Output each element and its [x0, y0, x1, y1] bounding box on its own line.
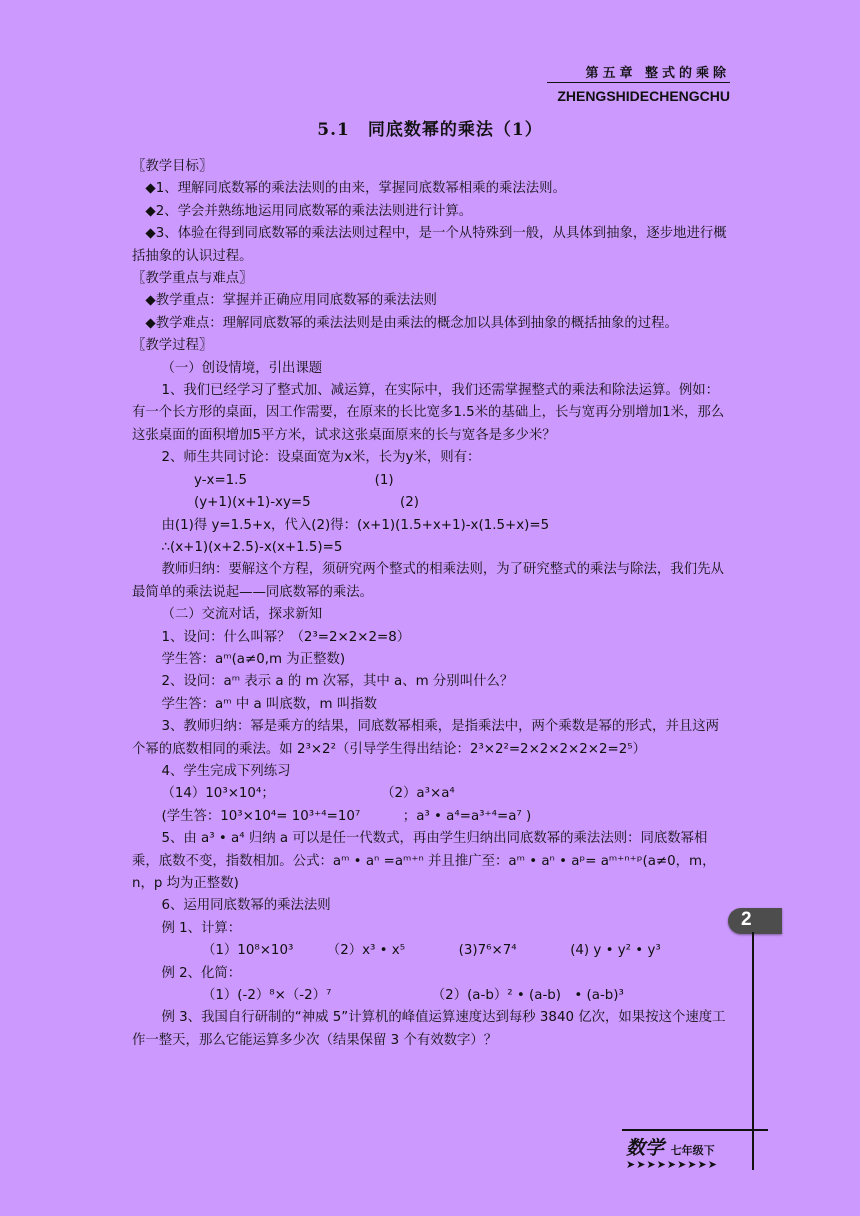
example-line: （1）(-2）⁸×（-2）⁷ （2）(a-b）² • (a-b) • (a-b)³ — [202, 988, 624, 1004]
body-line: ◆2、学会并熟练地运用同底数幂的乘法法则进行计算。 — [145, 203, 473, 219]
body-line: （二）交流对话，探求新知 — [161, 607, 323, 623]
body-line: ◆3、体验在得到同底数幂的乘法法则过程中，是一个从特殊到一般，从具体到抽象，逐步地进行概括抽象的认识过程。 — [132, 226, 727, 264]
lesson-body — [132, 156, 730, 1052]
body-line: ◆教学重点：掌握并正确应用同底数幂的乘法法则 — [145, 293, 437, 309]
equation-line: y-x=1.5 (1) — [194, 472, 394, 488]
footer-rule — [622, 1129, 768, 1131]
body-line: 教师归纳：要解这个方程，须研究两个整式的相乘法则，为了研究整式的乘法与除法，我们先从最简单的乘法说起——同底数幂的乘法。 — [132, 562, 724, 600]
footer-arrows: ➤➤➤➤➤➤➤➤➤ — [626, 1158, 718, 1171]
exercise-line: （14）10³×10⁴； （2）a³×a⁴ — [161, 786, 455, 802]
subject-label: 数学 — [626, 1137, 665, 1159]
example-line: （1）10⁸×10³ （2）x³ • x⁵ (3)7⁶×7⁴ (4) y • y² • y³ — [202, 943, 661, 959]
footer-subject — [626, 1133, 715, 1160]
body-line: ∴(x+1)(x+2.5)-x(x+1.5)=5 — [161, 539, 343, 555]
body-line: 6、运用同底数幂的乘法法则 — [161, 898, 331, 914]
chapter-header: 第五章 整式的乘除 — [585, 66, 730, 81]
body-line: 2、设问：aᵐ 表示 a 的 m 次幂，其中 a、m 分别叫什么？ — [161, 674, 514, 690]
page-number-tab — [728, 908, 782, 934]
body-line: （一）创设情境，引出课题 — [161, 360, 323, 376]
body-line: 学生答：aᵐ 中 a 叫底数，m 叫指数 — [161, 696, 377, 712]
body-line: 3、教师归纳：幂是乘方的结果，同底数幂相乘，是指乘法中，两个乘数是幂的形式，并且这两个幂的底数相同的乘法。如 2³×2²（引导学生得出结论：2³×2²=2×2×2×2×2=2⁵） — [132, 719, 720, 757]
body-line: 由(1)得 y=1.5+x，代入(2)得：(x+1)(1.5+x+1)-x(1.5+x)=5 — [161, 517, 550, 533]
body-line: 5、由 a³ • a⁴ 归纳 a 可以是任一代数式，再由学生归纳出同底数幂的乘法法则：同底数幂相乘，底数不变，指数相加。公式：aᵐ • aⁿ =aᵐ⁺ⁿ 并且推广至：aᵐ • aⁿ • aᵖ= aᵐ⁺ⁿ⁺ᵖ(a≠0，m，n，p 均为正整数) — [132, 831, 716, 891]
grade-label: 七年级下 — [670, 1144, 715, 1157]
chapter-pinyin: ZHENGSHIDECHENGCHU — [557, 88, 730, 104]
body-line: 1、我们已经学习了整式加、减运算，在实际中，我们还需掌握整式的乘法和除法运算。例如：有一个长方形的桌面，因工作需要，在原来的长比宽多1.5米的基础上，长与宽再分别增加1米，那么这张桌面的面积增加5平方米，试求这张桌面原来的长与宽各是多少米？ — [132, 383, 725, 443]
margin-rule — [752, 932, 754, 1170]
header-divider — [547, 82, 730, 83]
body-line: ◆1、理解同底数幂的乘法法则的由来，掌握同底数幂相乘的乘法法则。 — [145, 181, 566, 197]
answer-line: (学生答：10³×10⁴= 10³⁺⁴=10⁷ ；a³ • a⁴=a³⁺⁴=a⁷ ) — [161, 808, 532, 824]
page-number: 2 — [741, 909, 752, 930]
body-line: 4、学生完成下列练习 — [161, 763, 291, 779]
section-title: 5.1 同底数幂的乘法（1） — [317, 120, 543, 140]
body-line: 〖教学过程〗 — [132, 338, 213, 354]
body-line: 〖教学目标〗 — [132, 159, 213, 174]
body-line: 学生答：aᵐ(a≠0,m 为正整数) — [161, 651, 346, 667]
body-line: 〖教学重点与难点〗 — [132, 271, 253, 287]
equation-line: (y+1)(x+1)-xy=5 (2) — [194, 495, 419, 511]
body-line: 例 3、我国自行研制的“神威 5”计算机的峰值运算速度达到每秒 3840 亿次，如果按这个速度工作一整天，那么它能运算多少次（结果保留 3 个有效数字）？ — [132, 1010, 726, 1048]
body-line: 例 2、化简： — [161, 965, 242, 981]
body-line: 例 1、计算： — [161, 920, 242, 936]
body-line: ◆教学难点：理解同底数幂的乘法法则是由乘法的概念加以具体到抽象的概括抽象的过程。 — [145, 315, 678, 331]
body-line: 2、师生共同讨论：设桌面宽为x米，长为y米，则有： — [161, 450, 481, 466]
body-line: 1、设问：什么叫幂？（2³=2×2×2=8） — [161, 629, 411, 645]
